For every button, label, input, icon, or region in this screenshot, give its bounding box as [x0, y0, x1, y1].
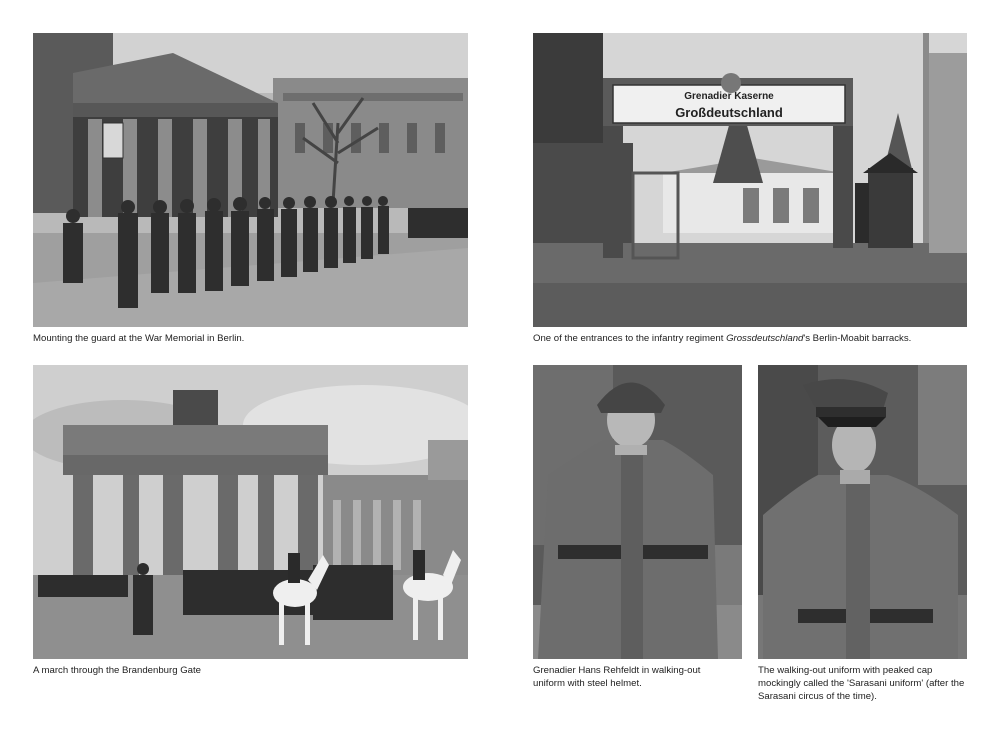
caption-barracks-italic: Grossdeutschland	[726, 333, 804, 344]
caption-helmet-soldier: Grenadier Hans Rehfeldt in walking-out uniform with steel helmet.	[533, 665, 701, 689]
war-memorial-image	[33, 33, 468, 327]
caption-barracks-part2: 's Berlin-Moabit barracks.	[803, 333, 912, 344]
caption-barracks-part1: One of the entrances to the infantry regiment	[533, 333, 727, 344]
photo-barracks	[533, 33, 967, 327]
photo-war-memorial	[33, 33, 468, 327]
cap-soldier-image	[758, 365, 967, 659]
sign-bottom-text: Großdeutschland	[675, 105, 783, 120]
caption-war-memorial: Mounting the guard at the War Memorial in Berlin.	[33, 333, 245, 344]
brandenburg-image	[33, 365, 468, 659]
photo-brandenburg	[33, 365, 468, 659]
barracks-image	[533, 33, 967, 327]
photo-helmet-soldier	[533, 365, 742, 659]
helmet-soldier-image	[533, 365, 742, 659]
caption-brandenburg: A march through the Brandenburg Gate	[33, 665, 201, 676]
caption-barracks	[533, 332, 967, 345]
photo-cap-soldier	[758, 365, 967, 659]
caption-cap-soldier: The walking-out uniform with peaked cap mockingly called the 'Sarasani uniform' (after the Sarasani circus of the time).	[758, 665, 965, 702]
sign-top-text: Grenadier Kaserne	[684, 91, 774, 102]
